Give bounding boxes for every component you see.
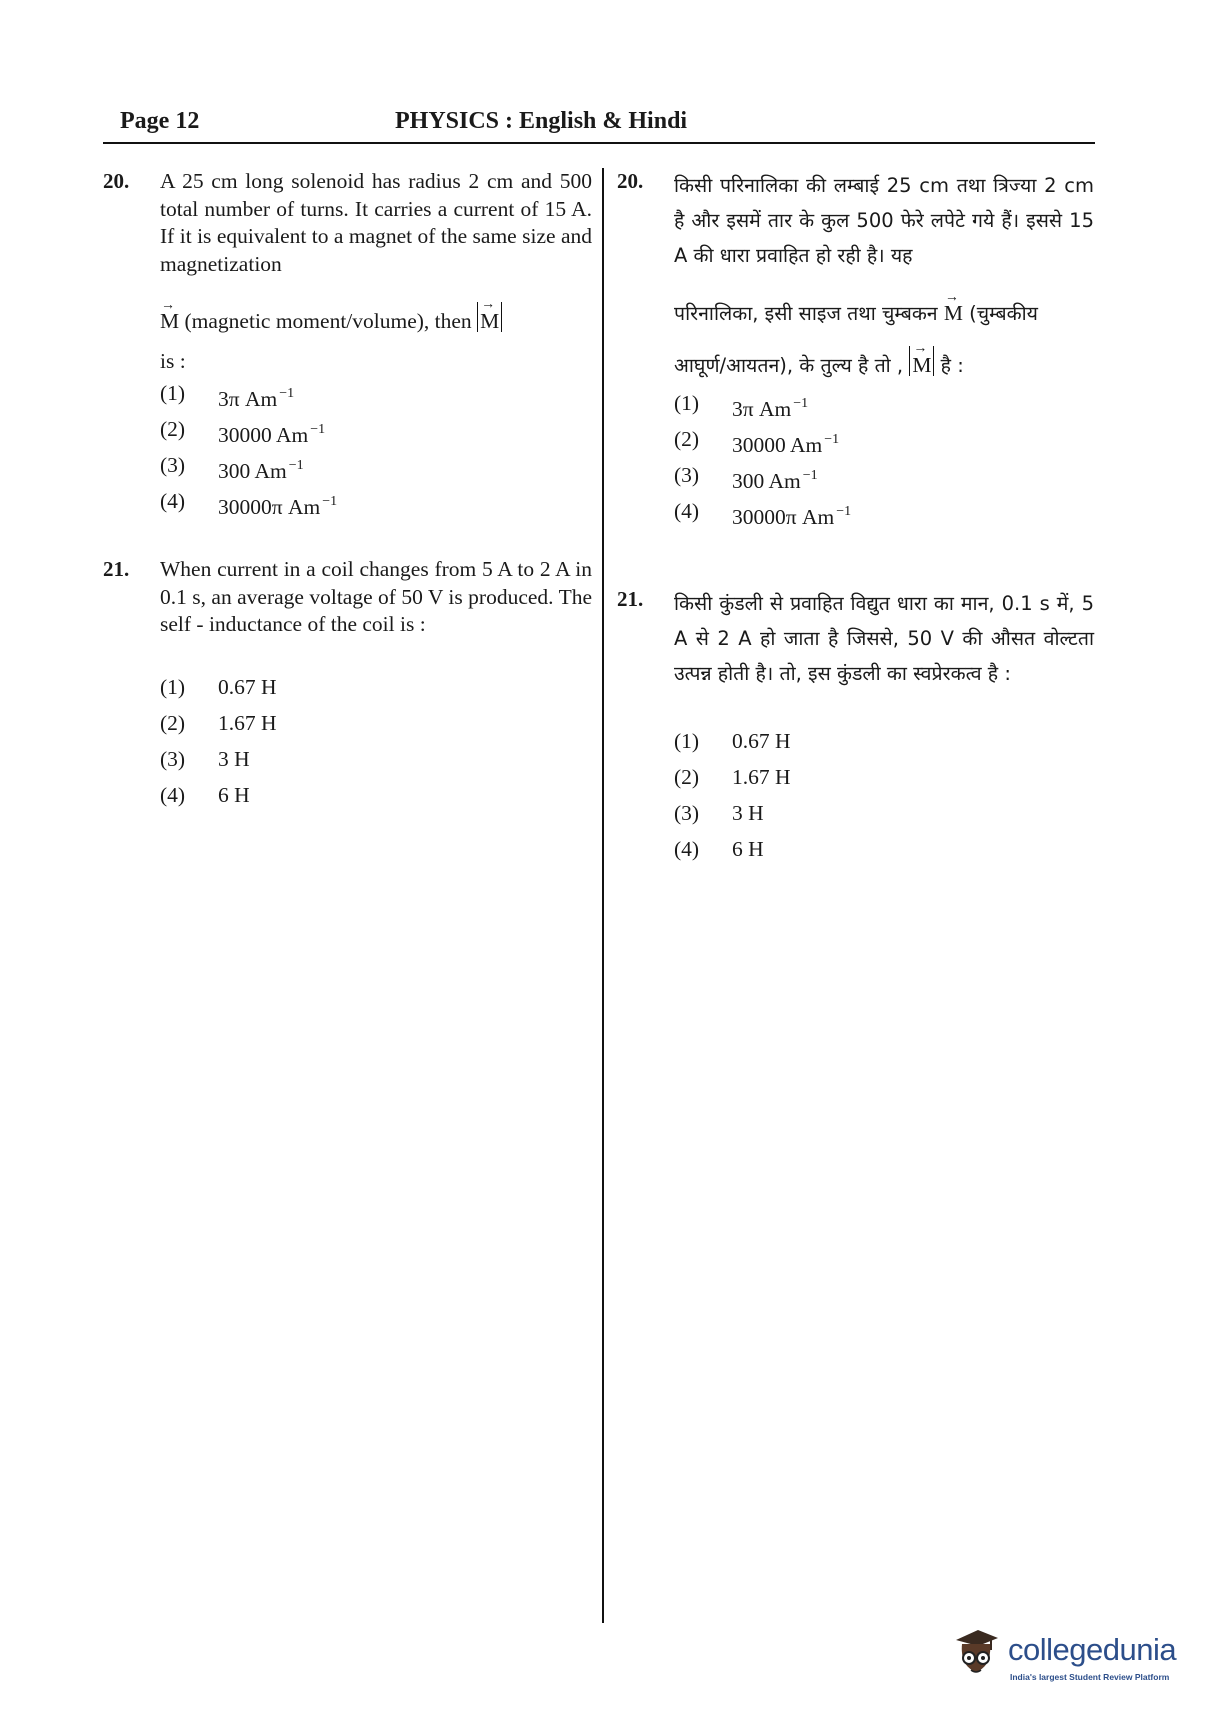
option-4[interactable]: (4) 30000π Am $^{-1}$ [160, 489, 338, 519]
option-2[interactable]: (2) 1.67 H [160, 711, 277, 735]
question-number: 21. [103, 557, 130, 581]
options-list [160, 674, 590, 818]
student-mascot-icon [952, 1626, 1000, 1682]
question-number: 20. [103, 169, 130, 193]
option-1[interactable]: (1) 3π Am $^{-1}$ [674, 391, 809, 421]
question-text: When current in a coil changes from 5 A to 2 A in 0.1 s, an average voltage of 50 V is produced. The self - inductance of the coil is : [160, 557, 592, 636]
option-4[interactable]: (4) 6 H [160, 783, 250, 807]
vector-m-magnitude: → M [909, 346, 934, 376]
brand-name: collegedunia [1008, 1632, 1177, 1667]
options-list [674, 728, 1094, 872]
question-21-english [103, 556, 593, 816]
question-text-end: आघूर्ण/आयतन), के तुल्य है तो , → M है : [674, 341, 964, 377]
option-3[interactable]: (3) 3 H [160, 747, 250, 771]
vector-m-magnitude: → M [477, 302, 502, 332]
option-3[interactable]: (3) 3 H [674, 801, 764, 825]
question-text: किसी कुंडली से प्रवाहित विद्युत धारा का मान, 0.1 s में, 5 A से 2 A हो जाता है जिससे, 50 V की औसत वोल्टता उत्पन्न होती है। तो, इस कुंडली का स्वप्रेरकत्व है : [674, 592, 1094, 685]
question-20-english [103, 168, 593, 519]
option-2[interactable]: (2) 30000 Am $^{-1}$ [160, 417, 326, 447]
column-divider [602, 168, 604, 1623]
option-1[interactable]: (1) 0.67 H [160, 675, 277, 699]
question-21-hindi [617, 586, 1097, 876]
option-2[interactable]: (2) 1.67 H [674, 765, 791, 789]
option-4[interactable]: (4) 6 H [674, 837, 764, 861]
vector-m-symbol: → M [943, 290, 963, 325]
question-text-vector-line [160, 297, 592, 336]
option-2[interactable]: (2) 30000 Am $^{-1}$ [674, 427, 840, 457]
options-list [160, 380, 590, 524]
option-3[interactable]: (3) 300 Am $^{-1}$ [160, 453, 304, 483]
page-number: Page 12 [120, 108, 200, 134]
options-list [674, 390, 1094, 534]
page-header [103, 108, 1095, 144]
subject-title: PHYSICS : English & Hindi [395, 108, 688, 134]
collegedunia-logo [952, 1622, 1182, 1694]
question-text-end: is : [160, 349, 186, 373]
option-4[interactable]: (4) 30000π Am $^{-1}$ [674, 499, 852, 529]
question-text-vector-line: परिनालिका, इसी साइज तथा चुम्बकन → M (चुम्बकीय [674, 288, 1094, 331]
option-1[interactable]: (1) 3π Am $^{-1}$ [160, 381, 295, 411]
question-text-part1: A 25 cm long solenoid has radius 2 cm and 500 total number of turns. It carries a current of 15 A. If it is equivalent to a magnet of the same size and magnetization [160, 169, 592, 276]
vector-m-symbol: → M [160, 298, 180, 333]
option-3[interactable]: (3) 300 Am $^{-1}$ [674, 463, 818, 493]
option-1[interactable]: (1) 0.67 H [674, 729, 791, 753]
question-text: किसी परिनालिका की लम्बाई 25 cm तथा त्रिज्या 2 cm है और इसमें तार के कुल 500 फेरे लपेटे गये हैं। इससे 15 A की धारा प्रवाहित हो रही है। यह [674, 174, 1094, 267]
question-20-hindi [617, 168, 1097, 538]
question-number: 21. [617, 587, 644, 611]
question-text-part2: (magnetic moment/volume), then [179, 309, 478, 333]
question-text [160, 168, 592, 278]
question-number: 20. [617, 169, 644, 193]
brand-tagline: India's largest Student Review Platform [1010, 1672, 1170, 1682]
